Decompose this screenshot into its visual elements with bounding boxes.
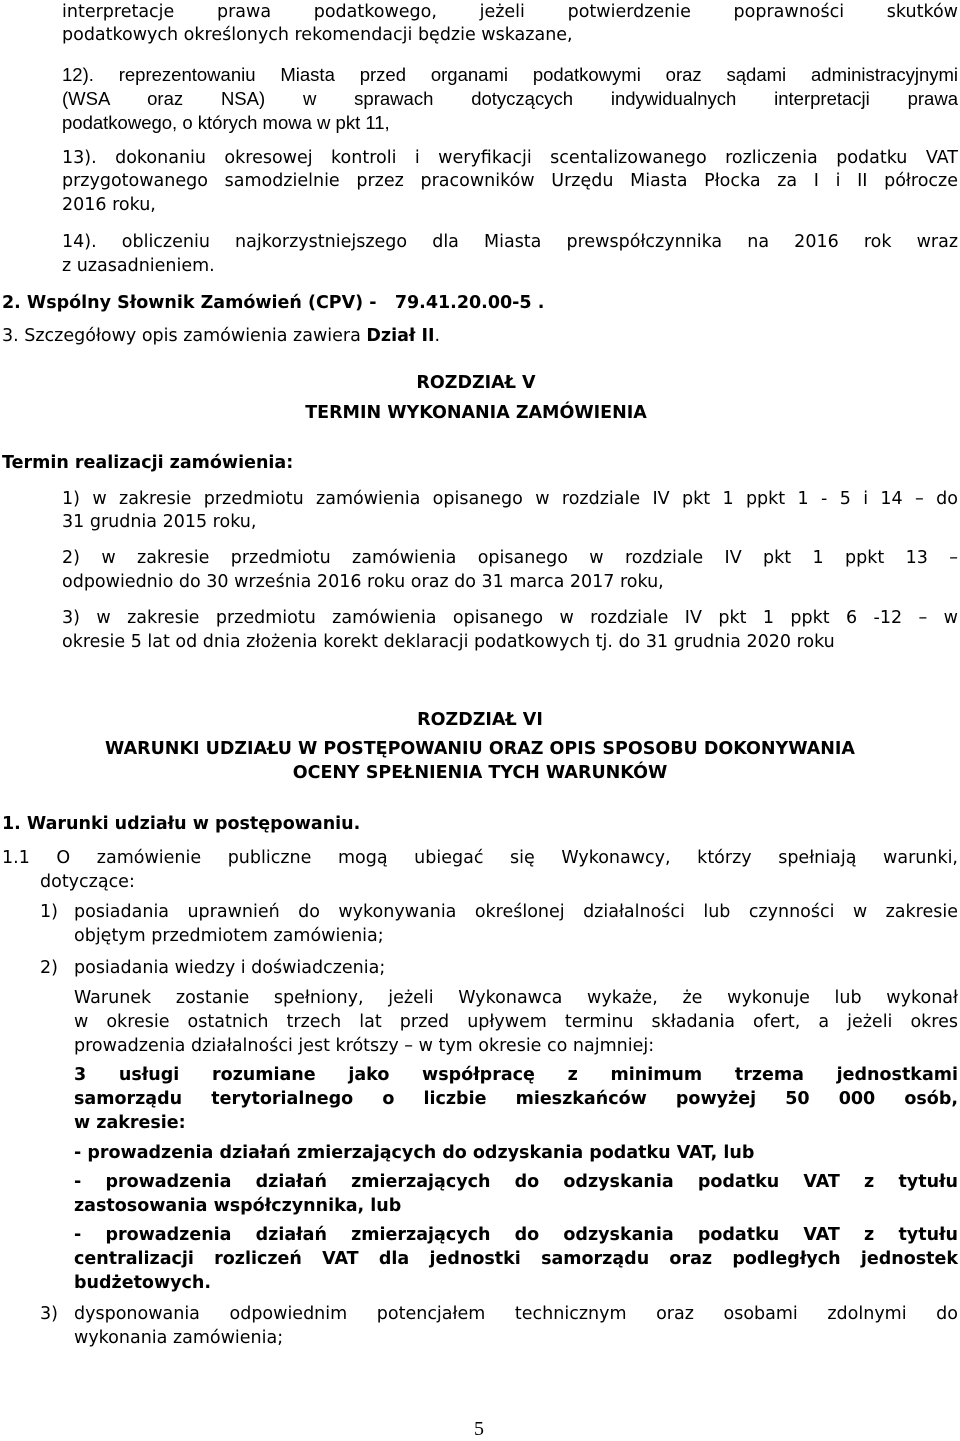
opis-bold: Dział II [366, 326, 435, 346]
subsection-heading: 1. Warunki udziału w postępowaniu. [2, 814, 361, 834]
termin-item-3: 3) w zakresie przedmiotu zamówienia opisanego w rozdziale IV pkt 1 ppkt 6 -12 – w [62, 608, 958, 628]
opis-suffix: . [434, 326, 441, 346]
uslugi-line: samorządu terytorialnego o liczbie mieszkańców powyżej 50 000 osób, [74, 1089, 958, 1109]
warunek-line: w okresie ostatnich trzech lat przed upływem terminu składania ofert, a jeżeli okres [74, 1012, 958, 1032]
rozdzial5-title: ROZDZIAŁ V [416, 373, 536, 393]
list-item-13-line: 2016 roku, [62, 195, 156, 215]
warunek-line: prowadzenia działalności jest krótszy – w tym okresie co najmniej: [74, 1036, 655, 1056]
termin-item-1: 31 grudnia 2015 roku, [62, 512, 257, 532]
opis-prefix: 3. Szczegółowy opis zamówienia zawiera [2, 326, 367, 346]
list-item-12-line: (WSA oraz NSA) w sprawach dotyczących indywidualnych interpretacji prawa [62, 88, 958, 109]
condition-number: 1) [40, 902, 58, 922]
rozdzial6-subtitle-line: OCENY SPEŁNIENIA TYCH WARUNKÓW [292, 763, 668, 783]
list-item-13-line: 13). dokonaniu okresowej kontroli i weryfikacji scentalizowanego rozliczenia podatku VAT [62, 148, 958, 168]
zakres-item-1: - prowadzenia działań zmierzających do odzyskania podatku VAT, lub [74, 1143, 755, 1163]
rozdzial6-subtitle-line: WARUNKI UDZIAŁU W POSTĘPOWANIU ORAZ OPIS SPOSOBU DOKONYWANIA [105, 739, 855, 759]
warunek-line: Warunek zostanie spełniony, jeżeli Wykonawca wykaże, że wykonuje lub wykonał [74, 988, 958, 1008]
cpv-line [2, 291, 544, 315]
termin-item-2: 2) w zakresie przedmiotu zamówienia opisanego w rozdziale IV pkt 1 ppkt 13 – [62, 548, 958, 568]
list-item-12-line: podatkowego, o których mowa w pkt 11, [62, 112, 390, 133]
condition-3-line: wykonania zamówienia; [74, 1328, 284, 1348]
list-item-14-line: z uzasadnieniem. [62, 256, 215, 276]
zakres-item-2: - prowadzenia działań zmierzających do odzyskania podatku VAT z tytułu [74, 1172, 958, 1192]
termin-item-3: okresie 5 lat od dnia złożenia korekt deklaracji podatkowych tj. do 31 grudnia 2020 roku [62, 632, 835, 652]
condition-number: 3) [40, 1304, 58, 1324]
condition-2-line: posiadania wiedzy i doświadczenia; [74, 958, 386, 978]
page-number: 5 [474, 1418, 484, 1440]
condition-1-line: objętym przedmiotem zamówienia; [74, 926, 384, 946]
list-item-12-line: 12). reprezentowaniu Miasta przed organami podatkowymi oraz sądami administracyjnymi [62, 64, 958, 85]
rozdzial5-subtitle: TERMIN WYKONANIA ZAMÓWIENIA [305, 403, 647, 423]
condition-3-line: dysponowania odpowiednim potencjałem technicznym oraz osobami zdolnymi do [74, 1304, 958, 1324]
condition-1-line: posiadania uprawnień do wykonywania określonej działalności lub czynności w zakresie [74, 902, 958, 922]
rozdzial6-title: ROZDZIAŁ VI [417, 710, 543, 730]
condition-number: 2) [40, 958, 58, 978]
zakres-item-3: - prowadzenia działań zmierzających do odzyskania podatku VAT z tytułu [74, 1225, 958, 1245]
uslugi-line: 3 usługi rozumiane jako współpracę z minimum trzema jednostkami [74, 1065, 958, 1085]
cpv-code: 79.41.20.00-5 . [394, 293, 545, 313]
zakres-item-3: centralizacji rozliczeń VAT dla jednostki samorządu oraz podległych jednostek [74, 1249, 958, 1269]
text-line: podatkowych określonych rekomendacji będzie wskazane, [62, 25, 573, 45]
zakres-item-3: budżetowych. [74, 1273, 212, 1293]
zakres-item-2: zastosowania współczynnika, lub [74, 1196, 402, 1216]
uslugi-line: w zakresie: [74, 1113, 186, 1133]
termin-item-2: odpowiednio do 30 września 2016 roku oraz do 31 marca 2017 roku, [62, 572, 664, 592]
opis-line [2, 324, 440, 348]
cpv-label: 2. Wspólny Słownik Zamówień (CPV) - [2, 293, 377, 313]
termin-label: Termin realizacji zamówienia: [2, 453, 294, 473]
termin-item-1: 1) w zakresie przedmiotu zamówienia opisanego w rozdziale IV pkt 1 ppkt 1 - 5 i 14 – do [62, 489, 958, 509]
text-line: interpretacje prawa podatkowego, jeżeli potwierdzenie poprawności skutków [62, 2, 958, 22]
list-item-13-line: przygotowanego samodzielnie przez pracowników Urzędu Miasta Płocka za I i II półrocze [62, 171, 958, 191]
list-item-14-line: 14). obliczeniu najkorzystniejszego dla Miasta prewspółczynnika na 2016 rok wraz [62, 232, 958, 252]
paragraph-line: 1.1 O zamówienie publiczne mogą ubiegać się Wykonawcy, którzy spełniają warunki, [2, 848, 958, 868]
paragraph-line: dotyczące: [40, 872, 135, 892]
